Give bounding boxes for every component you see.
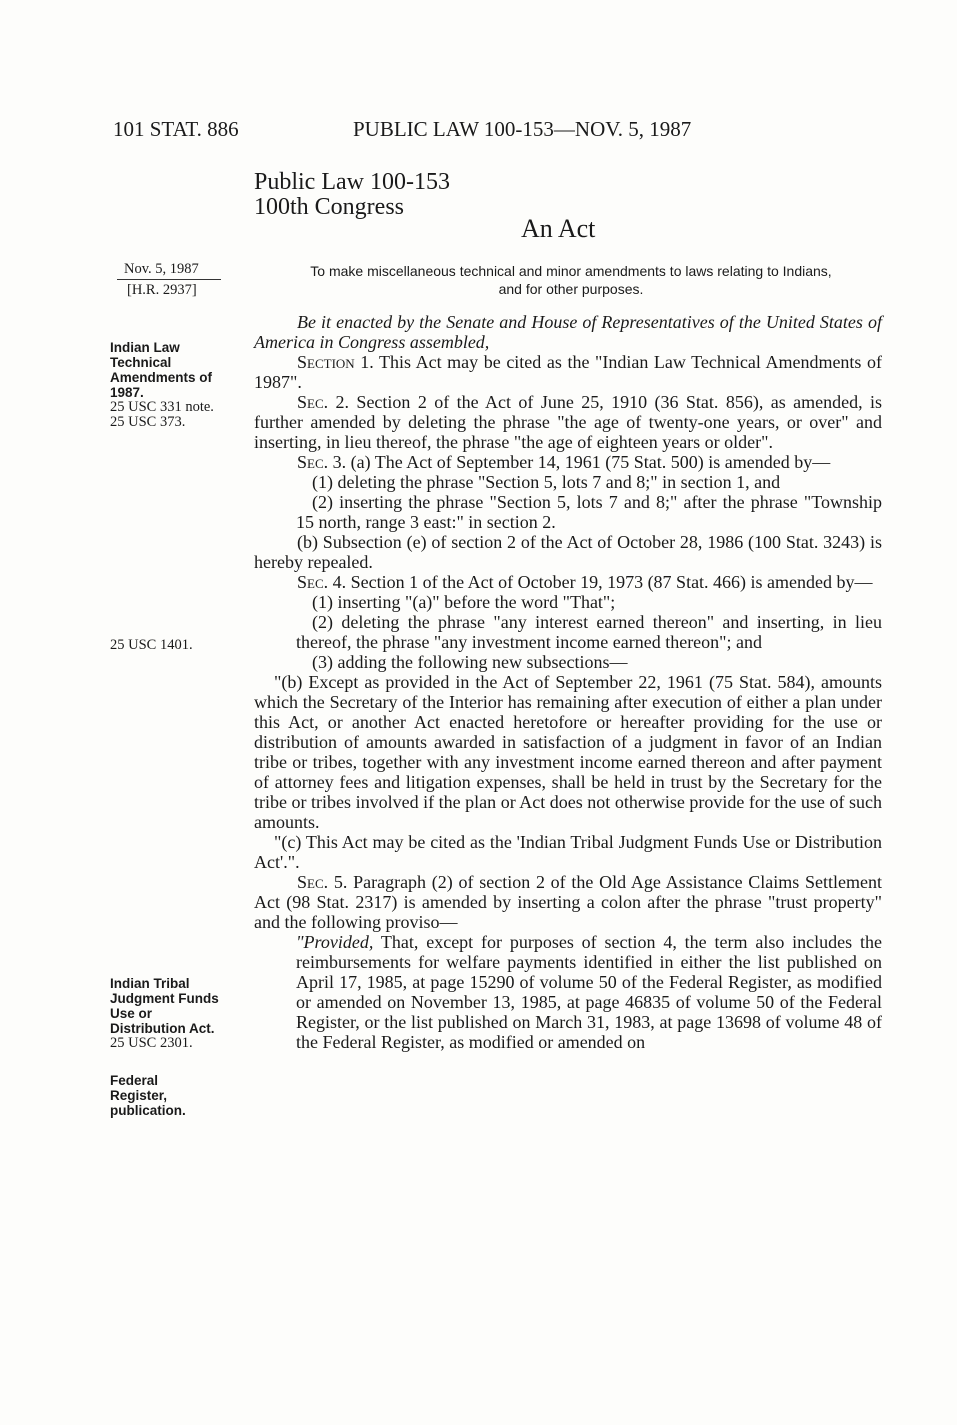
section-3b: (b) Subsection (e) of section 2 of the Act of October 28, 1986 (100 Stat. 3243) is hereby repealed. <box>254 532 882 572</box>
section-1: Section 1. This Act may be cited as the "Indian Law Technical Amendments of 1987". <box>254 352 883 392</box>
section-3a: Sec. 3. (a) The Act of September 14, 1961 (75 Stat. 500) is amended by— <box>297 452 831 472</box>
act-heading: An Act <box>521 214 596 243</box>
margin-bill: [H.R. 2937] <box>127 282 197 298</box>
proviso: "Provided, That, except for purposes of section 4, the term also includes the reimbursements for welfare payments identified in either the list published on April 17, 1985, at page 15290 of volume 50 of the Federal Register, as modified or amended on November 13, 1985, at page 46835 of volume 50 of the Federal Register, or the list published on March 31, 1983, at page 13698 of volume 48 of the Federal Register, as modified or amended on <box>296 932 882 1052</box>
margin-cite-2301: 25 USC 2301. <box>110 1035 193 1051</box>
congress-number: 100th Congress <box>254 194 404 220</box>
enacting-clause: Be it enacted by the Senate and House of Representatives of the United States of America in Congress assembled, <box>254 312 882 352</box>
margin-cite-331-note: 25 USC 331 note. <box>110 399 214 415</box>
section-4: Sec. 4. Section 1 of the Act of October 19, 1973 (87 Stat. 466) is amended by— <box>297 572 873 592</box>
margin-rule <box>117 279 221 280</box>
margin-note-judgment-funds: Indian Tribal Judgment Funds Use or Distribution Act. <box>110 976 219 1036</box>
public-law-number: Public Law 100-153 <box>254 169 450 195</box>
subsection-c: "(c) This Act may be cited as the 'Indian Tribal Judgment Funds Use or Distribution Act'.". <box>254 832 882 872</box>
section-4-item-1: (1) inserting "(a)" before the word "That"; <box>312 592 616 612</box>
act-body <box>254 312 882 1052</box>
margin-note-short-title: Indian Law Technical Amendments of 1987. <box>110 340 213 400</box>
act-purpose: To make miscellaneous technical and minor amendments to laws relating to Indians, and for other purposes. <box>310 263 832 297</box>
running-title: PUBLIC LAW 100-153—NOV. 5, 1987 <box>353 117 692 141</box>
margin-cite-373: 25 USC 373. <box>110 414 186 430</box>
section-5: Sec. 5. Paragraph (2) of section 2 of the Old Age Assistance Claims Settlement Act (98 Stat. 2317) is amended by inserting a colon after the phrase "trust property" and the following proviso— <box>254 872 883 932</box>
margin-cite-1401: 25 USC 1401. <box>110 637 193 653</box>
section-3-item-2: (2) inserting the phrase "Section 5, lots 7 and 8;" after the phrase "Township 15 north, range 3 east:" in section 2. <box>296 492 882 532</box>
section-3-item-1: (1) deleting the phrase "Section 5, lots 7 and 8;" in section 1, and <box>312 472 781 492</box>
section-4-item-3: (3) adding the following new subsections— <box>312 652 628 672</box>
margin-note-federal-register: Federal Register, publication. <box>110 1073 186 1118</box>
subsection-b: "(b) Except as provided in the Act of September 22, 1961 (75 Stat. 584), amounts which the Secretary of the Interior has remaining after execution of either a plan under this Act, or another Act enacted heretofore or hereafter providing for the use or distribution of amounts awarded in satisfaction of a judgment in favor of an Indian tribe or tribes, together with any investment income earned thereon and after payment of attorney fees and litigation expenses, shall be held in trust by the Secretary for the tribe or tribes involved if the plan or Act does not otherwise provide for the use of such amounts. <box>254 672 882 832</box>
page-stat-citation: 101 STAT. 886 <box>113 117 239 141</box>
section-4-item-2: (2) deleting the phrase "any interest earned thereon" and inserting, in lieu thereof, the phrase "any investment income earned thereon"; and <box>296 612 882 652</box>
section-2: Sec. 2. Section 2 of the Act of June 25, 1910 (36 Stat. 856), as amended, is further amended by deleting the phrase "the age of twenty-one years, or over" and inserting, in lieu thereof, the phrase "the age of eighteen years or older". <box>254 392 882 452</box>
margin-date: Nov. 5, 1987 <box>124 261 199 277</box>
